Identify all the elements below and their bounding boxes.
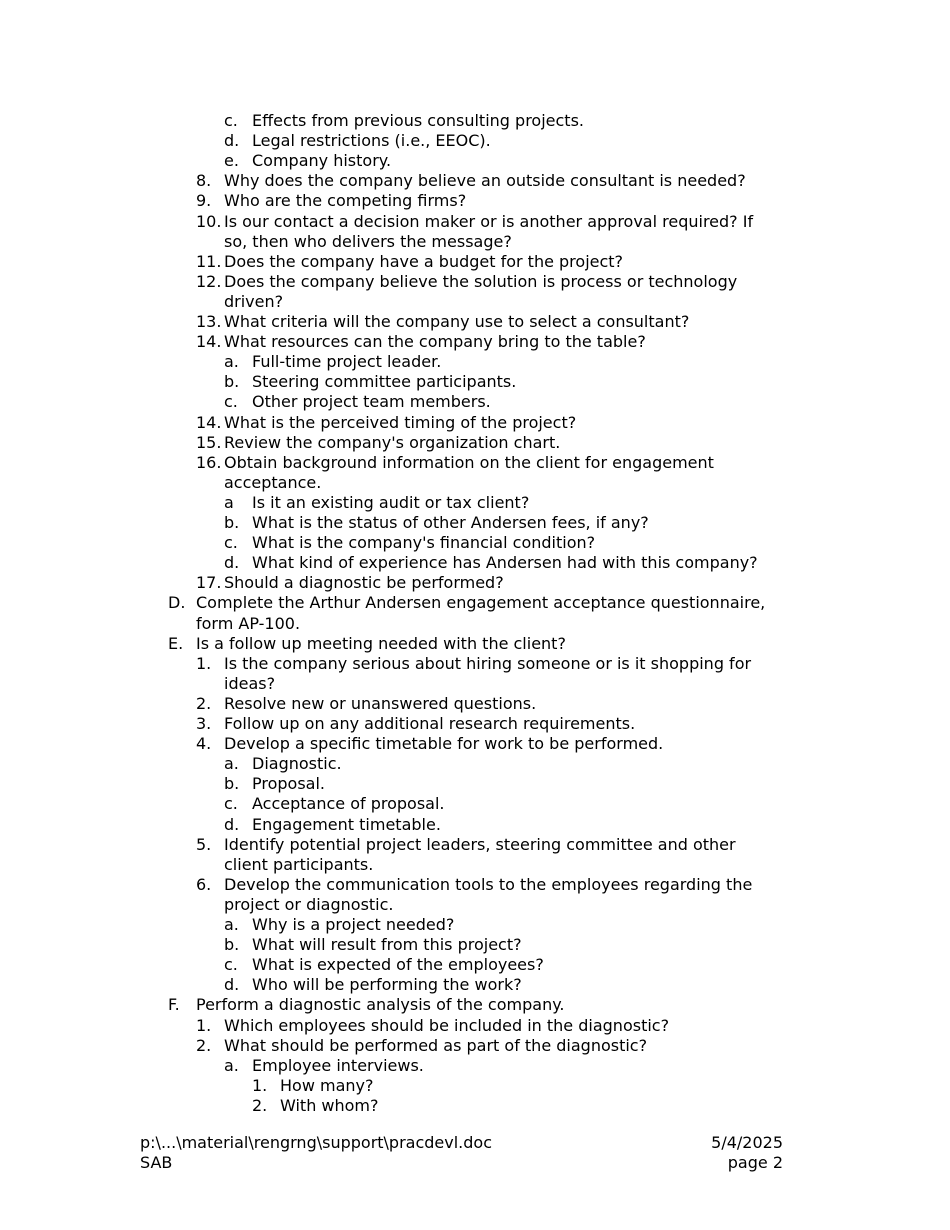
outline-marker: 14.: [196, 332, 222, 352]
outline-text: Why does the company believe an outside consultant is needed?: [224, 171, 746, 191]
outline-marker: 1.: [196, 653, 212, 673]
outline-text: Is it an existing audit or tax client?: [252, 492, 530, 512]
outline-marker: 12.: [196, 271, 222, 291]
outline-text: ideas?: [224, 673, 276, 693]
outline-text: Review the company's organization chart.: [224, 432, 561, 452]
outline-text: Which employees should be included in the diagnostic?: [224, 1015, 670, 1035]
outline-text: Employee interviews.: [252, 1055, 424, 1075]
outline-text: With whom?: [280, 1095, 379, 1115]
outline-text: What criteria will the company use to select a consultant?: [224, 312, 690, 331]
outline-text: client participants.: [224, 854, 374, 874]
outline-text: Perform a diagnostic analysis of the company.: [196, 995, 565, 1015]
outline-marker: d.: [224, 131, 240, 151]
outline-text: Legal restrictions (i.e., EEOC).: [252, 131, 491, 151]
outline-marker: b.: [224, 935, 240, 955]
outline-marker: 3.: [196, 714, 212, 733]
outline-text: Who will be performing the work?: [252, 975, 522, 995]
outline-text: project or diagnostic.: [224, 894, 394, 914]
outline-marker: D.: [168, 593, 186, 613]
outline-marker: d.: [224, 975, 240, 995]
outline-marker: c.: [224, 111, 238, 130]
outline-text: Steering committee participants.: [252, 372, 517, 392]
outline-text: Develop the communication tools to the employees regarding the: [224, 874, 753, 894]
outline-text: Follow up on any additional research requirements.: [224, 714, 636, 733]
outline-marker: 16.: [196, 452, 222, 472]
outline-text: Why is a project needed?: [252, 915, 455, 934]
outline-marker: 13.: [196, 312, 222, 331]
outline-marker: F.: [168, 995, 180, 1015]
outline-text: What resources can the company bring to the table?: [224, 332, 646, 352]
outline-marker: c.: [224, 392, 238, 412]
outline-text: Effects from previous consulting projects.: [252, 111, 584, 130]
outline-text: What kind of experience has Andersen had with this company?: [252, 553, 758, 573]
outline-marker: 9.: [196, 191, 212, 211]
outline-marker: c.: [224, 955, 238, 975]
outline-text: so, then who delivers the message?: [224, 231, 512, 251]
outline-text: What should be performed as part of the diagnostic?: [224, 1035, 648, 1055]
outline-text: What is the status of other Andersen fees, if any?: [252, 513, 649, 532]
outline-text: Does the company have a budget for the project?: [224, 251, 624, 271]
outline-text: Engagement timetable.: [252, 814, 441, 834]
outline-text: acceptance.: [224, 472, 322, 492]
outline-text: What will result from this project?: [252, 935, 522, 955]
outline-marker: a.: [224, 1055, 239, 1075]
outline-marker: 8.: [196, 171, 212, 191]
footer-date: 5/4/2025: [711, 1133, 783, 1152]
outline-marker: a: [224, 492, 234, 512]
outline-marker: 15.: [196, 432, 222, 452]
outline-marker: c.: [224, 533, 238, 553]
outline-text: Does the company believe the solution is process or technology: [224, 271, 738, 291]
outline-marker: b.: [224, 513, 240, 532]
outline-text: What is the company's financial condition?: [252, 533, 596, 553]
outline-text: Identify potential project leaders, steering committee and other: [224, 834, 736, 854]
outline-marker: c.: [224, 794, 238, 814]
outline-marker: 11.: [196, 251, 222, 271]
outline-text: What is expected of the employees?: [252, 955, 544, 975]
footer-file-path: p:\...\material\rengrng\support\pracdevl.doc: [140, 1133, 493, 1152]
outline-marker: 1.: [196, 1015, 212, 1035]
outline-marker: 10.: [196, 211, 222, 231]
outline-text: Who are the competing firms?: [224, 191, 467, 211]
outline-text: Company history.: [252, 151, 392, 171]
outline-marker: 4.: [196, 734, 212, 754]
outline-text: Develop a specific timetable for work to be performed.: [224, 734, 664, 754]
footer-author: SAB: [140, 1153, 173, 1172]
outline-text: Is a follow up meeting needed with the client?: [196, 633, 566, 653]
outline-text: Diagnostic.: [252, 754, 342, 774]
outline-marker: a.: [224, 352, 239, 372]
outline-text: driven?: [224, 291, 284, 311]
outline-text: What is the perceived timing of the project?: [224, 412, 577, 432]
outline-text: Obtain background information on the client for engagement: [224, 452, 714, 472]
outline-marker: a.: [224, 915, 239, 934]
outline-text: form AP-100.: [196, 613, 301, 633]
outline-text: Is the company serious about hiring someone or is it shopping for: [224, 653, 752, 673]
outline-text: Resolve new or unanswered questions.: [224, 693, 537, 713]
outline-marker: E.: [168, 633, 184, 653]
outline-marker: 14.: [196, 412, 222, 432]
outline-text: Complete the Arthur Andersen engagement acceptance questionnaire,: [196, 593, 766, 613]
outline-text: Full-time project leader.: [252, 352, 442, 372]
outline-text: Proposal.: [252, 774, 325, 794]
outline-marker: 17.: [196, 573, 222, 593]
outline-text: Should a diagnostic be performed?: [224, 573, 504, 593]
outline-marker: b.: [224, 372, 240, 392]
footer-page-number: page 2: [727, 1153, 783, 1172]
outline-text: How many?: [280, 1075, 374, 1095]
page-footer: [0, 1133, 950, 1175]
outline-marker: 2.: [252, 1095, 268, 1115]
outline-marker: 6.: [196, 874, 212, 894]
outline-text: Acceptance of proposal.: [252, 794, 445, 814]
outline-marker: e.: [224, 151, 239, 171]
outline-marker: 5.: [196, 834, 212, 854]
outline-marker: a.: [224, 754, 239, 774]
outline-marker: b.: [224, 774, 240, 794]
outline-marker: 2.: [196, 1035, 212, 1055]
outline-marker: d.: [224, 553, 240, 573]
outline-marker: d.: [224, 814, 240, 834]
outline-text: Other project team members.: [252, 392, 491, 412]
outline-marker: 1.: [252, 1075, 268, 1095]
outline-marker: 2.: [196, 693, 212, 713]
outline-text: Is our contact a decision maker or is another approval required? If: [224, 211, 754, 231]
